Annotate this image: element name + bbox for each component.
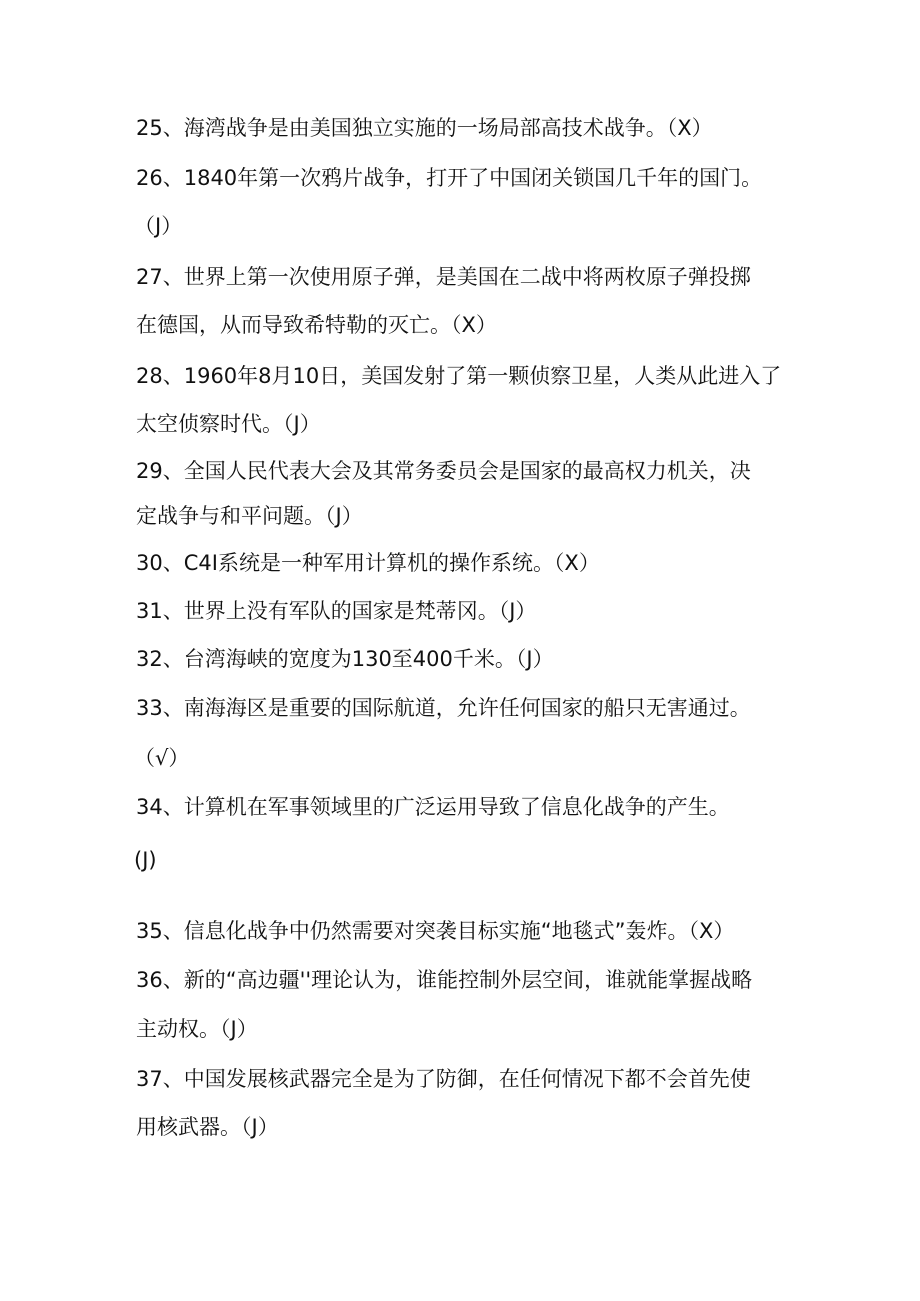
question-32-line-1: 32、台湾海峡的宽度为130至400千米。（J） bbox=[136, 647, 554, 671]
question-34-line-1: 34、计算机在军事领域里的广泛运用导致了信息化战争的产生。 bbox=[136, 795, 730, 819]
question-26-line-1: 26、1840年第一次鸦片战争，打开了中国闭关锁国几千年的国门。 bbox=[136, 166, 763, 190]
question-35-line-1: 35、信息化战争中仍然需要对突袭目标实施“地毯式”轰炸。（X） bbox=[136, 919, 735, 943]
question-26-line-2: （J） bbox=[134, 214, 183, 238]
question-36-line-2: 主动权。（J） bbox=[136, 1017, 258, 1041]
question-29-line-1: 29、全国人民代表大会及其常务委员会是国家的最高权力机关，决 bbox=[136, 459, 751, 483]
question-29-line-2: 定战争与和平问题。（J） bbox=[136, 504, 363, 528]
question-34-line-2: (J) bbox=[134, 848, 157, 872]
question-30-line-1: 30、C4I系统是一种军用计算机的操作系统。（X） bbox=[136, 551, 600, 575]
question-33-line-2: （√） bbox=[134, 746, 190, 770]
question-27-line-1: 27、世界上第一次使用原子弹，是美国在二战中将两枚原子弹投掷 bbox=[136, 265, 751, 289]
question-25-line-1: 25、海湾战争是由美国独立实施的一场局部高技术战争。（X） bbox=[136, 116, 713, 140]
question-37-line-2: 用核武器。（J） bbox=[136, 1115, 279, 1139]
question-37-line-1: 37、中国发展核武器完全是为了防御，在任何情况下都不会首先使 bbox=[136, 1067, 751, 1091]
question-27-line-2: 在德国，从而导致希特勒的灭亡。（X） bbox=[136, 313, 497, 337]
question-36-line-1: 36、新的“高边疆''理论认为，谁能控制外层空间，谁就能掌握战略 bbox=[136, 968, 753, 992]
question-28-line-2: 太空侦察时代。（J） bbox=[136, 412, 321, 436]
question-33-line-1: 33、南海海区是重要的国际航道，允许任何国家的船只无害通过。 bbox=[136, 696, 751, 720]
question-31-line-1: 31、世界上没有军队的国家是梵蒂冈。（J） bbox=[136, 599, 537, 623]
question-28-line-1: 28、1960年8月10日，美国发射了第一颗侦察卫星，人类从此进入了 bbox=[136, 364, 782, 388]
